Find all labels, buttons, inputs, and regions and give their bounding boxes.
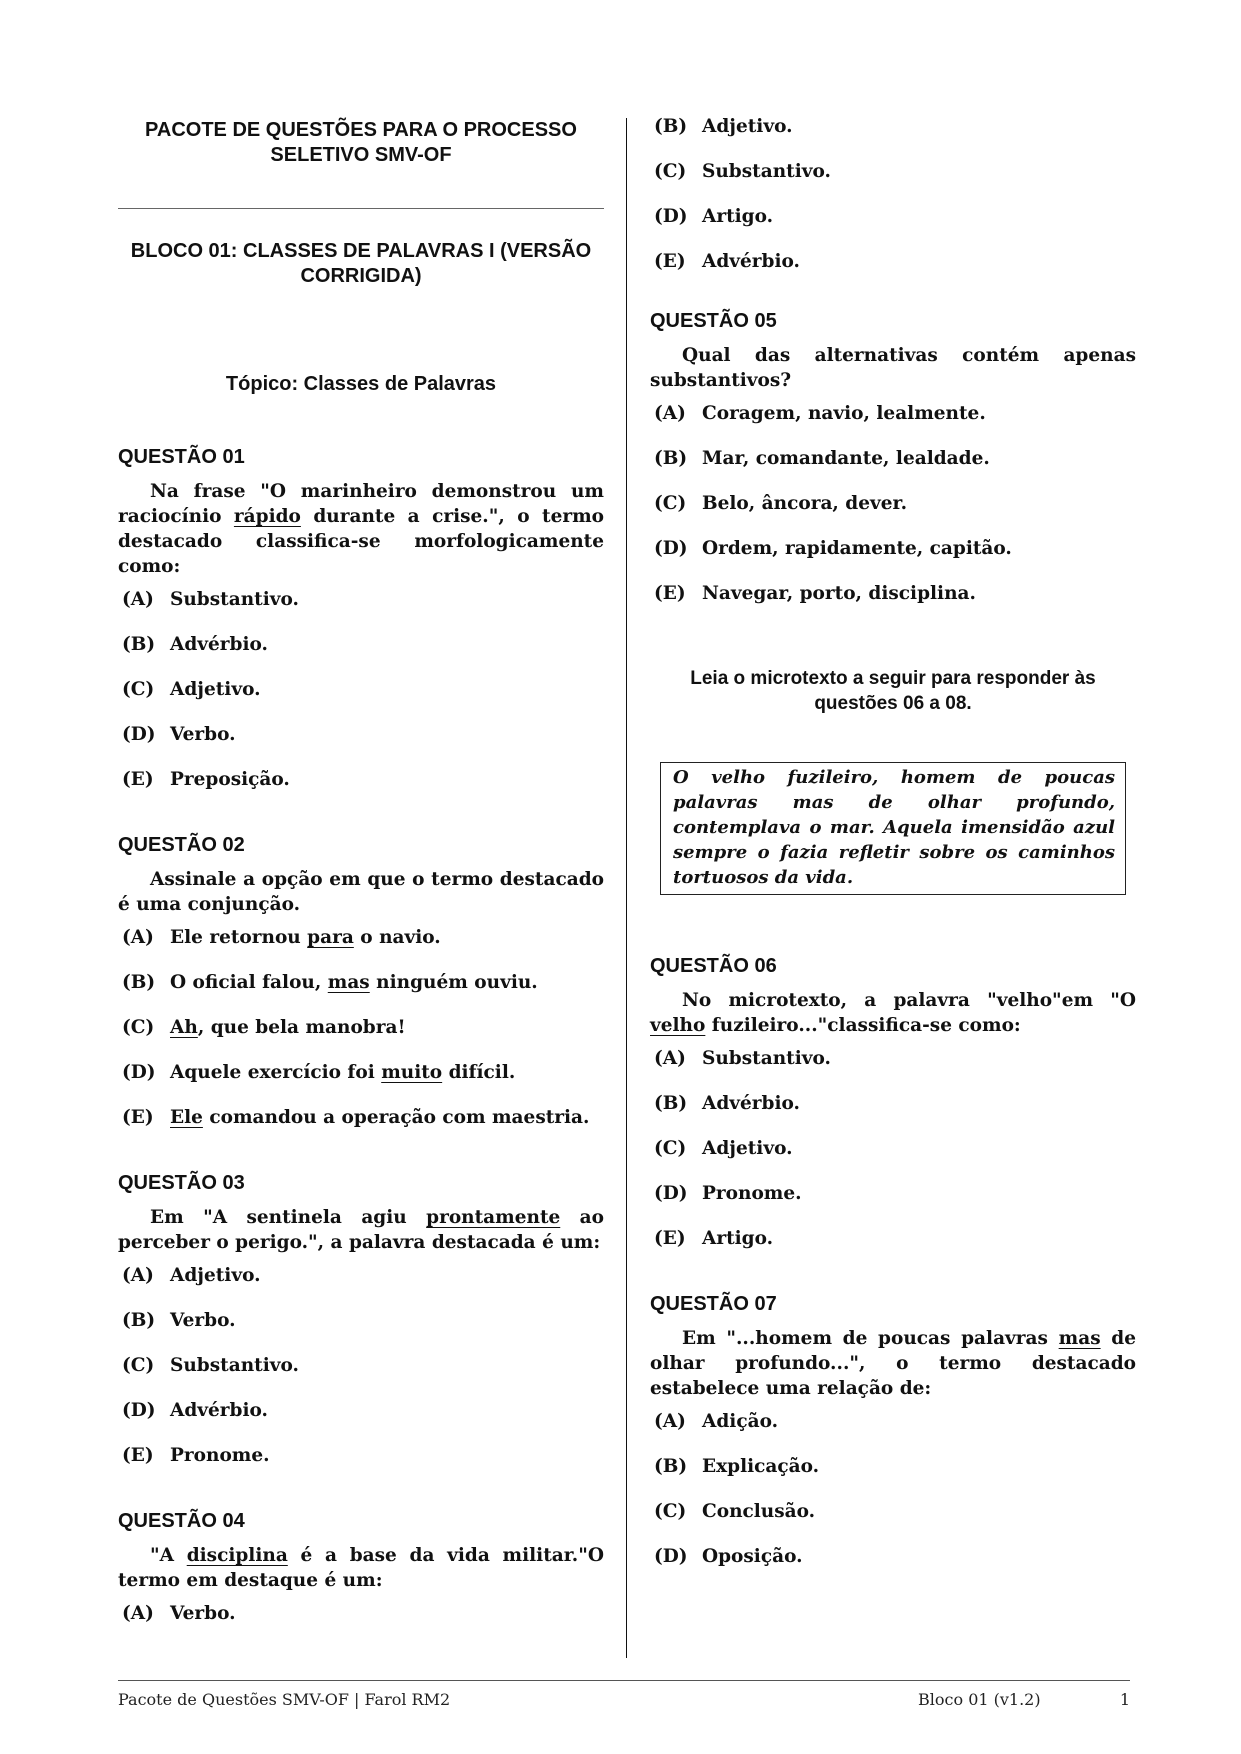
question-stem — [118, 479, 604, 579]
question-stem: Em "...homem de poucas palavras mas de olhar profundo...", o termo destacado estabelece uma relação de: — [650, 1328, 1137, 1399]
question-07 — [650, 1293, 1136, 1569]
option-a[interactable] — [122, 925, 604, 950]
option-text: Adjetivo. — [702, 116, 793, 137]
option-label: (E) — [654, 251, 686, 272]
option-label: (C) — [654, 1138, 687, 1159]
option-label: (B) — [122, 972, 156, 993]
option-label: (E) — [122, 769, 154, 790]
option-label: (E) — [654, 1228, 686, 1249]
option-label: (C) — [654, 493, 687, 514]
highlighted-term: mas — [327, 972, 370, 993]
option-text: Conclusão. — [702, 1501, 816, 1522]
highlighted-term: velho — [650, 1015, 706, 1036]
option-text: Ele retornou para o navio. — [170, 927, 441, 948]
option-b[interactable] — [654, 1454, 1136, 1479]
option-label: (B) — [654, 116, 688, 137]
option-text: Artigo. — [702, 1228, 774, 1249]
page-number: 1 — [1119, 1690, 1130, 1709]
option-text: Substantivo. — [170, 1355, 299, 1376]
option-label: (E) — [122, 1445, 154, 1466]
option-c[interactable] — [654, 1136, 1136, 1161]
option-label: (C) — [654, 1501, 687, 1522]
option-label: (D) — [654, 1183, 688, 1204]
option-text: Artigo. — [702, 206, 774, 227]
question-02 — [118, 834, 604, 1130]
question-title: QUESTÃO 04 — [118, 1510, 245, 1532]
option-e[interactable] — [654, 249, 1136, 274]
question-title: QUESTÃO 06 — [650, 955, 777, 977]
highlighted-term: prontamente — [426, 1207, 561, 1228]
highlighted-term: para — [307, 927, 354, 948]
question-05 — [650, 310, 1136, 606]
option-c[interactable] — [122, 677, 604, 702]
column-divider — [626, 118, 627, 1658]
option-b[interactable] — [122, 632, 604, 657]
option-b[interactable] — [654, 446, 1136, 471]
option-c[interactable] — [122, 1015, 604, 1040]
option-label: (C) — [122, 679, 155, 700]
highlighted-term: Ah — [170, 1017, 198, 1038]
option-label: (A) — [654, 1048, 686, 1069]
option-label: (D) — [654, 206, 688, 227]
option-text: Ah, que bela manobra! — [170, 1017, 406, 1038]
option-a[interactable] — [122, 587, 604, 612]
option-label: (D) — [654, 538, 688, 559]
option-label: (A) — [122, 1265, 154, 1286]
option-e[interactable] — [122, 767, 604, 792]
option-a[interactable] — [654, 1409, 1136, 1434]
option-text: Navegar, porto, disciplina. — [702, 583, 976, 604]
option-text: Advérbio. — [702, 1093, 800, 1114]
option-label: (A) — [654, 403, 686, 424]
option-text: Advérbio. — [170, 634, 268, 655]
option-text: Adjetivo. — [170, 679, 261, 700]
option-label: (C) — [654, 161, 687, 182]
option-text: O oficial falou, mas ninguém ouviu. — [170, 972, 538, 993]
highlighted-term: disciplina — [186, 1545, 288, 1566]
option-a[interactable] — [122, 1263, 604, 1288]
option-d[interactable] — [654, 536, 1136, 561]
option-text: Preposição. — [170, 769, 290, 790]
option-d[interactable] — [122, 722, 604, 747]
question-01 — [118, 446, 604, 792]
option-c[interactable] — [654, 1499, 1136, 1524]
footer-block-version: Bloco 01 (v1.2) — [918, 1690, 1041, 1709]
highlighted-term: Ele — [170, 1107, 203, 1128]
title-rule — [118, 208, 604, 209]
option-d[interactable] — [122, 1398, 604, 1423]
option-text: Substantivo. — [702, 161, 831, 182]
option-d[interactable] — [654, 1544, 1136, 1569]
option-e[interactable] — [122, 1105, 604, 1130]
question-stem: Em "A sentinela agiu prontamente ao perceber o perigo.", a palavra destacada é um: — [118, 1207, 604, 1253]
option-label: (A) — [654, 1411, 686, 1432]
highlighted-term: muito — [381, 1062, 443, 1083]
question-title: QUESTÃO 05 — [650, 310, 777, 332]
question-stem: Qual das alternativas contém apenas substantivos? — [650, 345, 1136, 391]
option-text: Mar, comandante, lealdade. — [702, 448, 990, 469]
option-label: (C) — [122, 1355, 155, 1376]
option-text: Substantivo. — [702, 1048, 831, 1069]
topic-heading: Tópico: Classes de Palavras — [225, 373, 497, 395]
microtext-instruction: Leia o microtexto a seguir para responder às questões 06 a 08. — [690, 668, 1096, 714]
option-label: (A) — [122, 589, 154, 610]
document-title: PACOTE DE QUESTÕES PARA O PROCESSO SELETIVO SMV-OF — [145, 119, 577, 166]
option-text: Explicação. — [702, 1456, 820, 1477]
option-label: (E) — [122, 1107, 154, 1128]
option-label: (B) — [654, 448, 688, 469]
stem-text: durante a crise.", o termo destacado classifica-se morfologicamente como: — [118, 506, 605, 577]
question-stem: "A disciplina é a base da vida militar."O termo em destaque é um: — [118, 1545, 604, 1591]
option-c[interactable] — [654, 159, 1136, 184]
option-label: (B) — [122, 634, 156, 655]
highlighted-term: rápido — [233, 506, 301, 527]
question-stem: No microtexto, a palavra "velho"em "O velho fuzileiro..."classifica-se como: — [650, 990, 1136, 1036]
option-text: Ordem, rapidamente, capitão. — [702, 538, 1012, 559]
microtext-box: O velho fuzileiro, homem de poucas palavras mas de olhar profundo, contemplava o mar. Aquela imensidão azul sempre o fazia refletir sobre os caminhos tortuosos da vida. — [660, 762, 1126, 895]
option-text: Advérbio. — [702, 251, 800, 272]
option-text: Verbo. — [170, 724, 236, 745]
option-text: Advérbio. — [170, 1400, 268, 1421]
right-column — [650, 118, 1136, 1589]
option-e[interactable] — [654, 1226, 1136, 1251]
option-b[interactable] — [654, 114, 1136, 139]
highlighted-term: mas — [1058, 1328, 1101, 1349]
option-text: Ele comandou a operação com maestria. — [170, 1107, 590, 1128]
option-c[interactable] — [122, 1353, 604, 1378]
option-text: Coragem, navio, lealmente. — [702, 403, 986, 424]
footer-left: Pacote de Questões SMV-OF | Farol RM2 — [118, 1690, 451, 1709]
option-text: Adjetivo. — [702, 1138, 793, 1159]
footer-rule — [118, 1680, 1130, 1681]
option-label: (D) — [122, 1062, 156, 1083]
option-text: Verbo. — [170, 1603, 236, 1624]
option-b[interactable] — [122, 1308, 604, 1333]
option-label: (A) — [122, 927, 154, 948]
option-label: (E) — [654, 583, 686, 604]
option-text: Pronome. — [170, 1445, 270, 1466]
block-title: BLOCO 01: CLASSES DE PALAVRAS I (VERSÃO CORRIGIDA) — [130, 240, 592, 287]
option-text: Adição. — [702, 1411, 779, 1432]
option-e[interactable] — [122, 1443, 604, 1468]
option-text: Oposição. — [702, 1546, 803, 1567]
option-text: Substantivo. — [170, 589, 299, 610]
option-label: (B) — [654, 1093, 688, 1114]
option-label: (B) — [654, 1456, 688, 1477]
option-b[interactable] — [654, 1091, 1136, 1116]
option-a[interactable] — [654, 401, 1136, 426]
option-text: Aquele exercício foi muito difícil. — [170, 1062, 516, 1083]
option-label: (A) — [122, 1603, 154, 1624]
option-label: (D) — [122, 724, 156, 745]
option-a[interactable] — [654, 1046, 1136, 1071]
option-d[interactable] — [654, 204, 1136, 229]
question-title: QUESTÃO 02 — [118, 834, 245, 856]
question-stem: Assinale a opção em que o termo destacado é uma conjunção. — [118, 869, 604, 915]
option-text: Verbo. — [170, 1310, 236, 1331]
option-text: Adjetivo. — [170, 1265, 261, 1286]
option-label: (C) — [122, 1017, 155, 1038]
option-d[interactable] — [122, 1060, 604, 1085]
question-title: QUESTÃO 01 — [118, 446, 245, 468]
option-text: Pronome. — [702, 1183, 802, 1204]
question-06 — [650, 955, 1136, 1251]
question-title: QUESTÃO 07 — [650, 1293, 777, 1315]
option-d[interactable] — [654, 1181, 1136, 1206]
option-label: (D) — [654, 1546, 688, 1567]
option-text: Belo, âncora, dever. — [702, 493, 908, 514]
stem-text: Na frase "O marinheiro demonstrou um raciocínio — [118, 481, 604, 527]
question-03 — [118, 1172, 604, 1468]
question-title: QUESTÃO 03 — [118, 1172, 245, 1194]
option-e[interactable] — [654, 581, 1136, 606]
question-04 — [118, 1510, 604, 1626]
option-label: (B) — [122, 1310, 156, 1331]
option-a[interactable] — [122, 1601, 604, 1626]
question-04-continued — [650, 114, 1136, 274]
option-label: (D) — [122, 1400, 156, 1421]
left-column — [118, 118, 604, 1646]
option-b[interactable] — [122, 970, 604, 995]
option-c[interactable] — [654, 491, 1136, 516]
